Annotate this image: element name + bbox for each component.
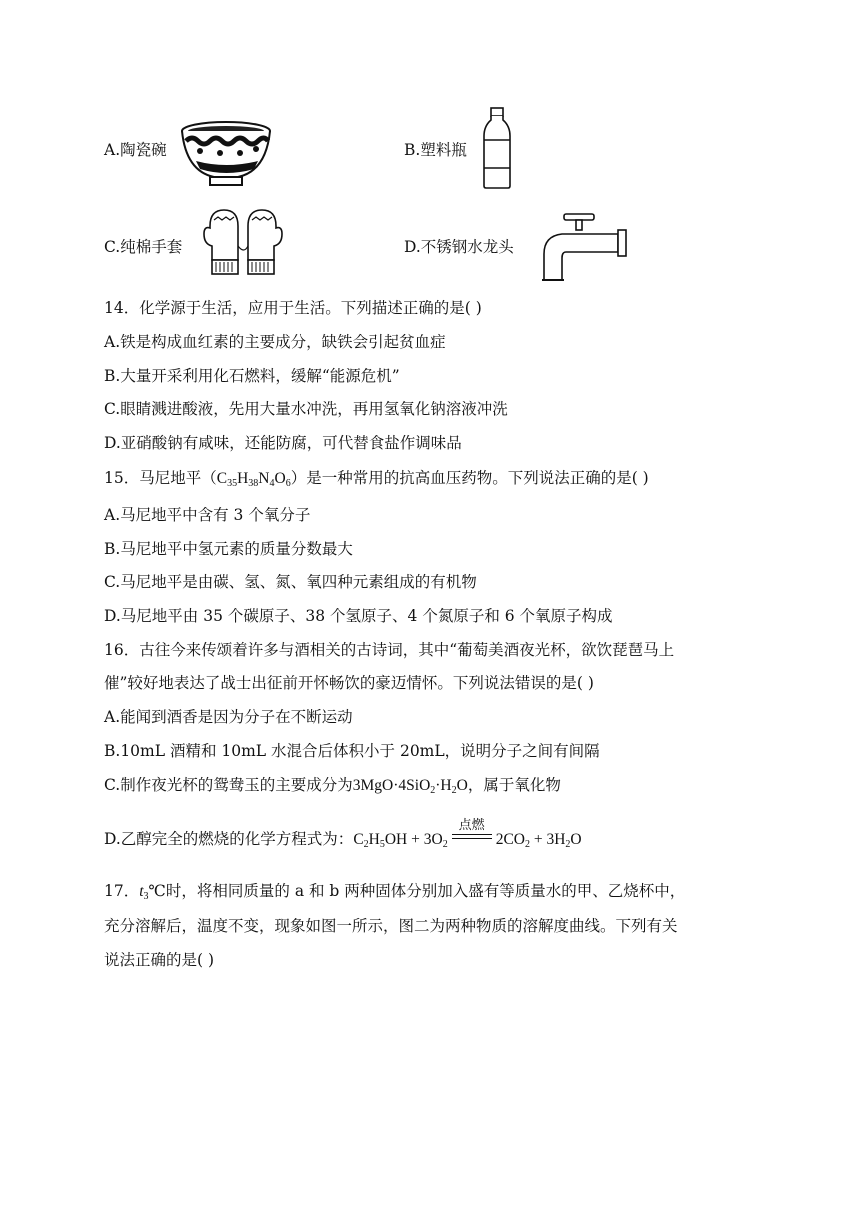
q16-option-b: B.10mL 酒精和 10mL 水混合后体积小于 20mL，说明分子之间有间隔 (104, 742, 600, 760)
reaction-condition-arrow: 点燃 (450, 826, 494, 848)
ethanol-combustion-equation: $C_2H_5OH + 3O_2$ 点燃 $2CO_2 + 3H_2O$ (353, 817, 582, 850)
q14-option-c: C.眼睛溅进酸液，先用大量水冲洗，再用氢氧化钠溶液冲洗 (104, 400, 508, 418)
jade-formula: $3MgO\cdot 4SiO_2\cdot H_2O$ (352, 777, 468, 796)
q13-option-d: D.不锈钢水龙头 (404, 238, 514, 256)
cotton-gloves-icon (200, 206, 286, 278)
q15-stem (104, 467, 649, 490)
q16-option-c: C.制作夜光杯的鸳鸯玉的主要成分为$3MgO\cdot 4SiO_2\cdot H_2O$，属于氧化物 (104, 776, 561, 796)
q16-stem-line1: 16．古往今来传颂着许多与酒相关的古诗词，其中“葡萄美酒夜光杯，欲饮琵琶马上 (104, 641, 675, 659)
q14-option-b: B.大量开采利用化石燃料，缓解“能源危机” (104, 367, 400, 385)
q15-option-a: A.马尼地平中含有 3 个氧分子 (104, 506, 311, 524)
q13-option-b: B.塑料瓶 (404, 141, 467, 159)
q16-option-d: D.乙醇完全的燃烧的化学方程式为：$C_2H_5OH + 3O_2$ 点燃 $2CO_2 + 3H_2O$ (104, 817, 582, 850)
q13-option-a: A.陶瓷碗 (104, 141, 167, 159)
q14-option-a: A.铁是构成血红素的主要成分，缺铁会引起贫血症 (104, 333, 446, 351)
q17-stem-line3: 说法正确的是( ) (104, 951, 215, 969)
q15-stem-pre: 15．马尼地平（ (104, 469, 217, 487)
q16-stem-line2: 催”较好地表达了战士出征前开怀畅饮的豪迈情怀。下列说法错误的是( ) (104, 674, 594, 692)
q14-option-d: D.亚硝酸钠有咸味，还能防腐，可代替食盐作调味品 (104, 434, 462, 452)
ceramic-bowl-icon (180, 119, 272, 189)
stainless-faucet-icon (536, 210, 630, 286)
plastic-bottle-icon (480, 106, 514, 190)
q14-stem: 14．化学源于生活，应用于生活。下列描述正确的是( ) (104, 299, 482, 317)
q15-stem-post: ）是一种常用的抗高血压药物。下列说法正确的是( ) (290, 469, 649, 487)
q15-option-c: C.马尼地平是由碳、氢、氮、氧四种元素组成的有机物 (104, 573, 477, 591)
q16-option-a: A.能闻到酒香是因为分子在不断运动 (104, 708, 353, 726)
q15-option-b: B.马尼地平中氢元素的质量分数最大 (104, 540, 353, 558)
q13-option-c: C.纯棉手套 (104, 238, 183, 256)
q17-stem-line2: 充分溶解后，温度不变，现象如图一所示，图二为两种物质的溶解度曲线。下列有关 (104, 917, 678, 935)
manidipine-formula: $C_{35}H_{38}N_4O_6$ (216, 470, 291, 489)
q15-option-d: D.马尼地平由 35 个碳原子、38 个氢原子、4 个氮原子和 6 个氧原子构成 (104, 607, 613, 625)
q17-stem-line1: 17．$t_3℃$时，将相同质量的 a 和 b 两种固体分别加入盛有等质量水的甲、乙烧杯中， (104, 882, 686, 902)
